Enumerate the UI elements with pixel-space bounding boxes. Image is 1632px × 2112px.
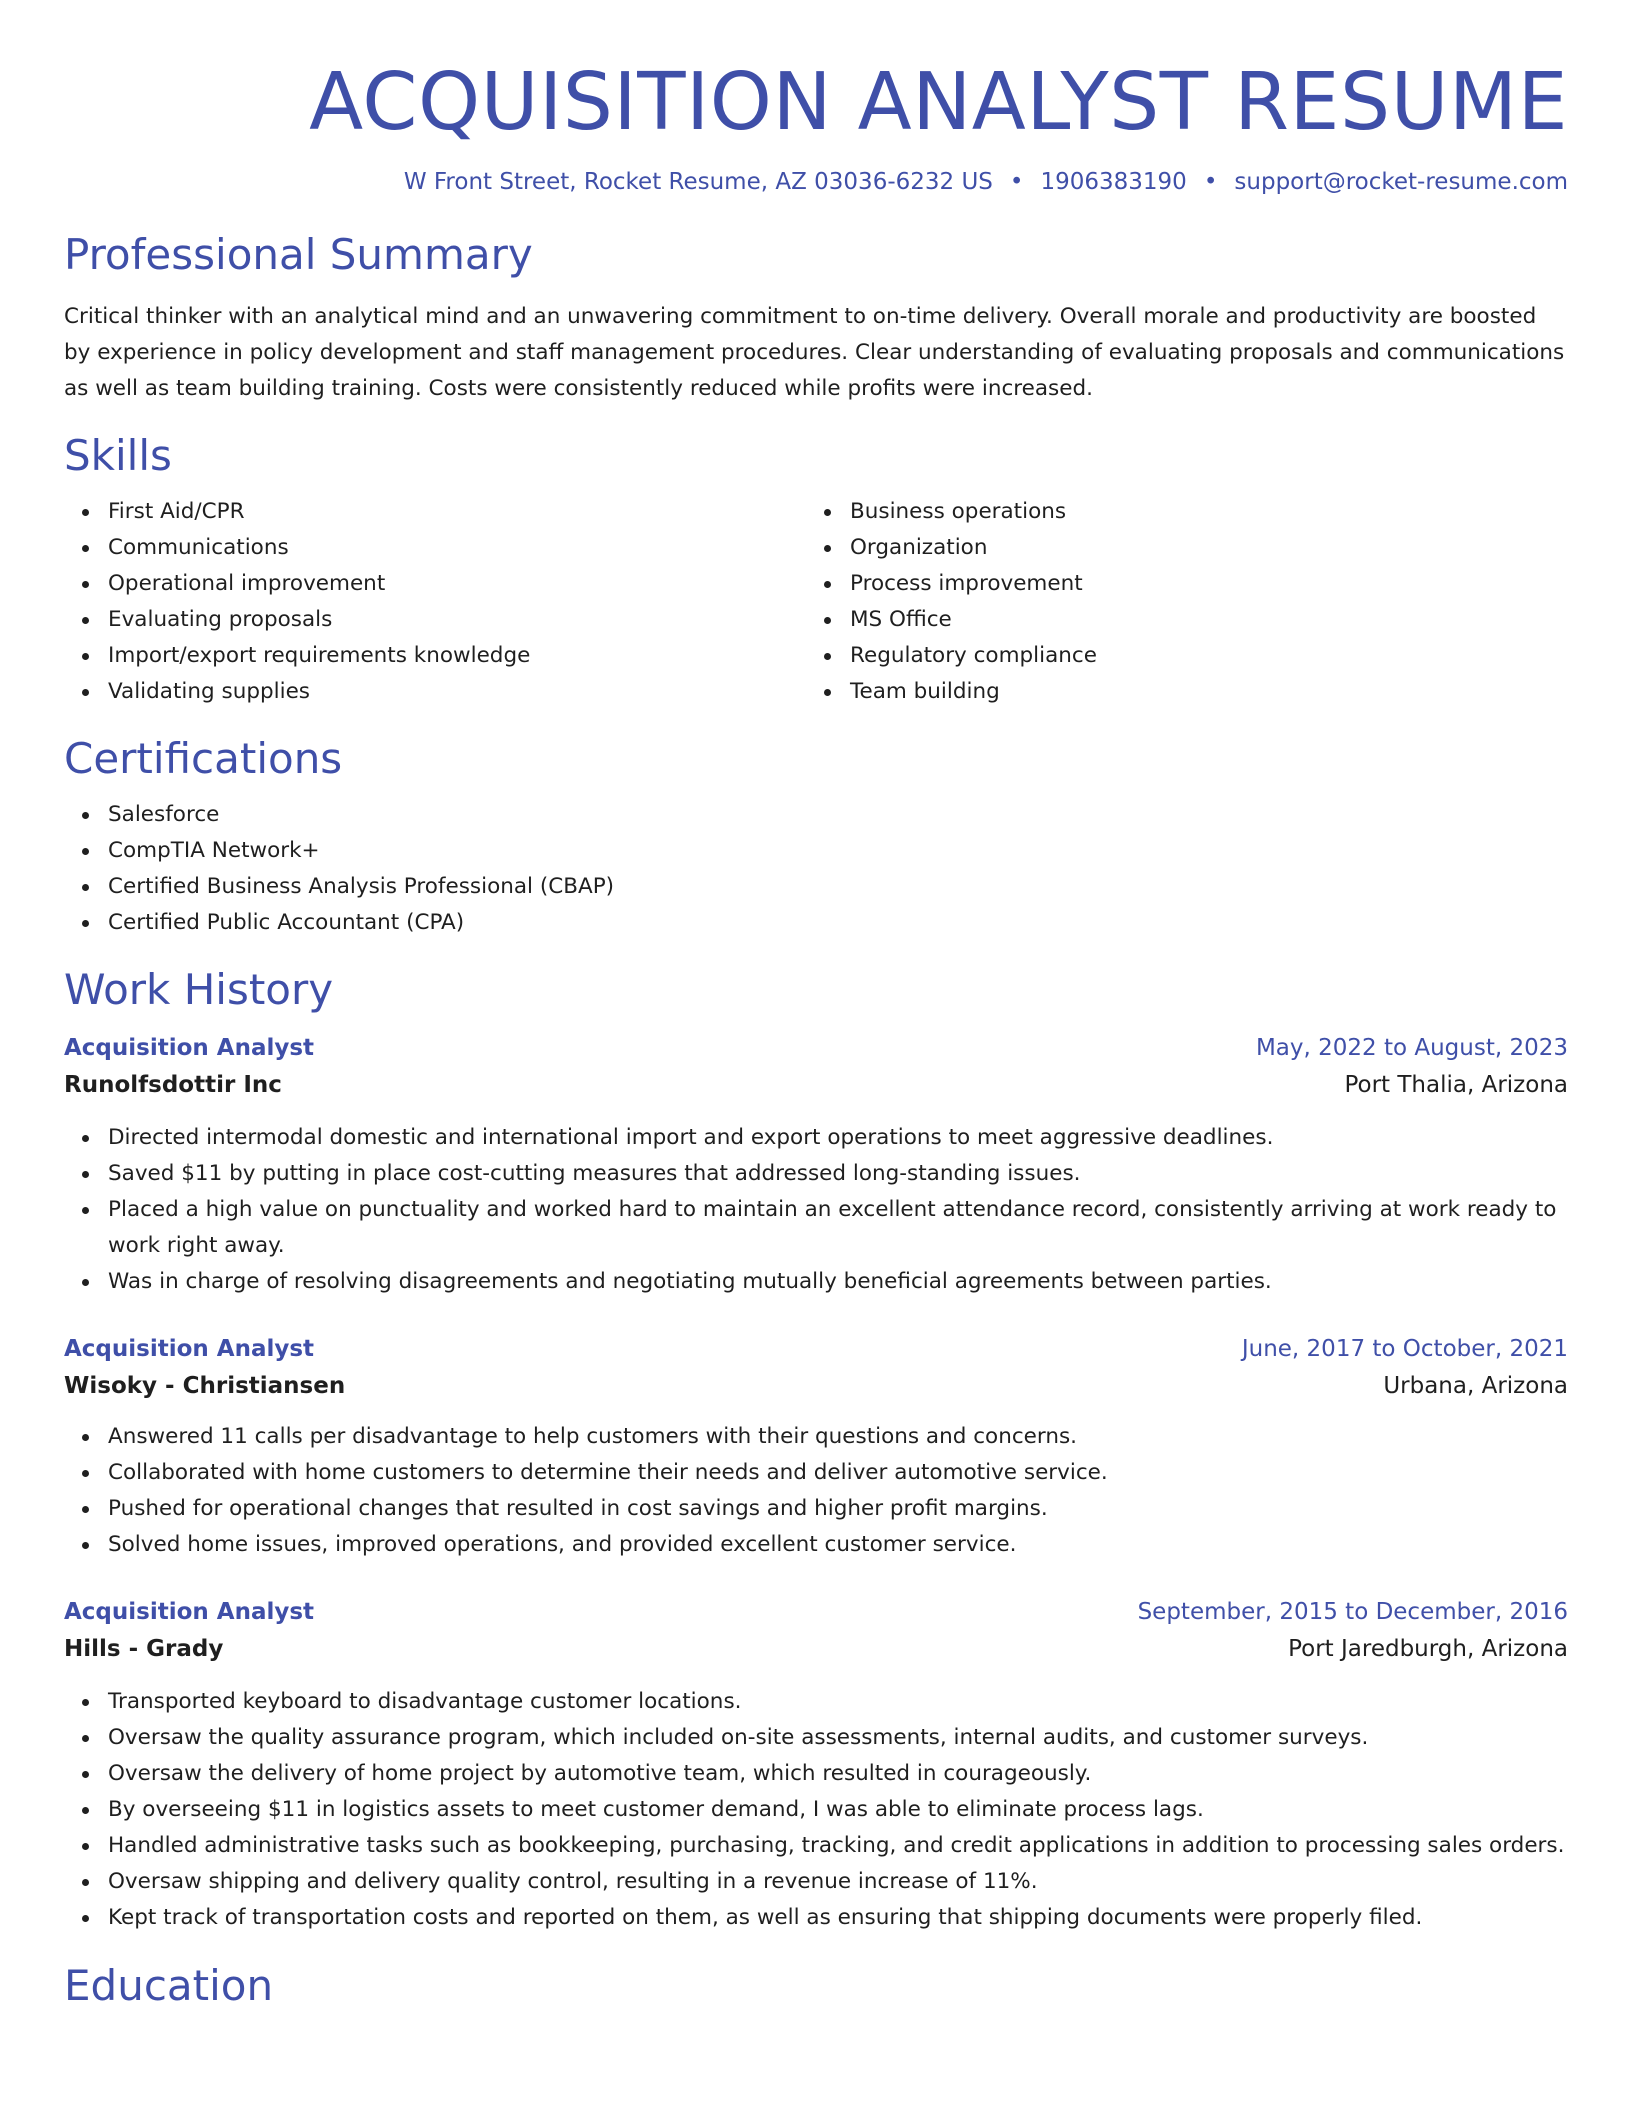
- certification-item: Certified Business Analysis Professional (CBAP): [108, 869, 1568, 905]
- job-subheader: [64, 1630, 1568, 1668]
- certifications-list: [64, 797, 1568, 941]
- skill-item: Business operations: [850, 494, 1548, 530]
- job-dates: September, 2015 to December, 2016: [1137, 1599, 1568, 1625]
- skills-column-right: [806, 494, 1548, 710]
- bullet-separator: •: [1203, 169, 1218, 195]
- skill-item: Validating supplies: [108, 674, 806, 710]
- job-duties: [64, 1419, 1568, 1563]
- job-duty-item: Oversaw the delivery of home project by automotive team, which resulted in courageously.: [108, 1756, 1568, 1792]
- skill-item: Organization: [850, 530, 1548, 566]
- work-history-heading: Work History: [64, 965, 334, 1014]
- job-header: [64, 1030, 1568, 1066]
- skill-item: Process improvement: [850, 566, 1548, 602]
- job-entry: [64, 1331, 1568, 1563]
- job-company: Wisoky - Christiansen: [64, 1373, 346, 1399]
- education-heading: Education: [64, 1961, 274, 2010]
- contact-line: [64, 166, 1568, 198]
- job-header: [64, 1331, 1568, 1367]
- job-dates: May, 2022 to August, 2023: [1255, 1035, 1568, 1061]
- skill-item: Team building: [850, 674, 1548, 710]
- summary-section: [64, 229, 1568, 407]
- skills-grid: [64, 494, 1568, 710]
- job-duty-item: Solved home issues, improved operations, and provided excellent customer service.: [108, 1527, 1568, 1563]
- job-company: Runolfsdottir Inc: [64, 1072, 282, 1098]
- job-duty-item: By overseeing $11 in logistics assets to meet customer demand, I was able to eliminate process lags.: [108, 1792, 1568, 1828]
- skills-column-left: [64, 494, 806, 710]
- summary-heading: Professional Summary: [64, 230, 533, 279]
- job-duty-item: Directed intermodal domestic and international import and export operations to meet aggressive deadlines.: [108, 1120, 1568, 1156]
- job-location: Port Jaredburgh, Arizona: [1288, 1636, 1568, 1662]
- job-duty-item: Oversaw the quality assurance program, which included on-site assessments, internal audits, and customer surveys.: [108, 1720, 1568, 1756]
- certification-item: Salesforce: [108, 797, 1568, 833]
- certifications-section: [64, 733, 1568, 941]
- certification-item: Certified Public Accountant (CPA): [108, 905, 1568, 941]
- job-entry: [64, 1030, 1568, 1300]
- job-duty-item: Answered 11 calls per disadvantage to help customers with their questions and concerns.: [108, 1419, 1568, 1455]
- job-dates: June, 2017 to October, 2021: [1241, 1336, 1568, 1362]
- job-location: Urbana, Arizona: [1383, 1373, 1568, 1399]
- job-duties: [64, 1684, 1568, 1936]
- job-title: Acquisition Analyst: [64, 1599, 315, 1625]
- certifications-heading: Certifications: [64, 734, 343, 783]
- education-section: [64, 1960, 1568, 2012]
- skill-item: First Aid/CPR: [108, 494, 806, 530]
- job-title: Acquisition Analyst: [64, 1336, 315, 1362]
- job-header: [64, 1594, 1568, 1630]
- job-title: Acquisition Analyst: [64, 1035, 315, 1061]
- job-subheader: [64, 1066, 1568, 1104]
- job-duty-item: Transported keyboard to disadvantage customer locations.: [108, 1684, 1568, 1720]
- skill-item: Communications: [108, 530, 806, 566]
- skills-heading: Skills: [64, 431, 172, 480]
- job-duties: [64, 1120, 1568, 1300]
- summary-text: Critical thinker with an analytical mind and an unwavering commitment to on-time delivery. Overall morale and productivity are boosted by experience in policy development and staff management procedures. Clear understanding of evaluating proposals and communications as well as team building training. Costs were consistently reduced while profits were increased.: [64, 304, 1565, 401]
- job-duty-item: Pushed for operational changes that resulted in cost savings and higher profit margins.: [108, 1491, 1568, 1527]
- job-duty-item: Kept track of transportation costs and reported on them, as well as ensuring that shipping documents were properly filed.: [108, 1900, 1568, 1936]
- address: W Front Street, Rocket Resume, AZ 03036-6232 US: [403, 169, 993, 195]
- job-duty-item: Was in charge of resolving disagreements and negotiating mutually beneficial agreements between parties.: [108, 1264, 1568, 1300]
- work-history-section: [64, 964, 1568, 1936]
- job-company: Hills - Grady: [64, 1636, 224, 1662]
- phone: 1906383190: [1040, 169, 1187, 195]
- skill-item: Evaluating proposals: [108, 602, 806, 638]
- skill-item: Import/export requirements knowledge: [108, 638, 806, 674]
- job-duty-item: Oversaw shipping and delivery quality control, resulting in a revenue increase of 11%.: [108, 1864, 1568, 1900]
- resume-title: ACQUISITION ANALYST RESUME: [309, 56, 1568, 148]
- job-location: Port Thalia, Arizona: [1344, 1072, 1568, 1098]
- skill-item: MS Office: [850, 602, 1548, 638]
- job-duty-item: Placed a high value on punctuality and worked hard to maintain an excellent attendance record, consistently arriving at work ready to work right away.: [108, 1192, 1568, 1264]
- job-duty-item: Saved $11 by putting in place cost-cutting measures that addressed long-standing issues.: [108, 1156, 1568, 1192]
- skill-item: Operational improvement: [108, 566, 806, 602]
- job-entry: [64, 1594, 1568, 1936]
- skill-item: Regulatory compliance: [850, 638, 1548, 674]
- bullet-separator: •: [1009, 169, 1024, 195]
- certification-item: CompTIA Network+: [108, 833, 1568, 869]
- skills-section: [64, 430, 1568, 710]
- email-link[interactable]: support@rocket-resume.com: [1234, 169, 1568, 195]
- job-duty-item: Handled administrative tasks such as bookkeeping, purchasing, tracking, and credit applications in addition to processing sales orders.: [108, 1828, 1568, 1864]
- job-subheader: [64, 1367, 1568, 1405]
- job-duty-item: Collaborated with home customers to determine their needs and deliver automotive service.: [108, 1455, 1568, 1491]
